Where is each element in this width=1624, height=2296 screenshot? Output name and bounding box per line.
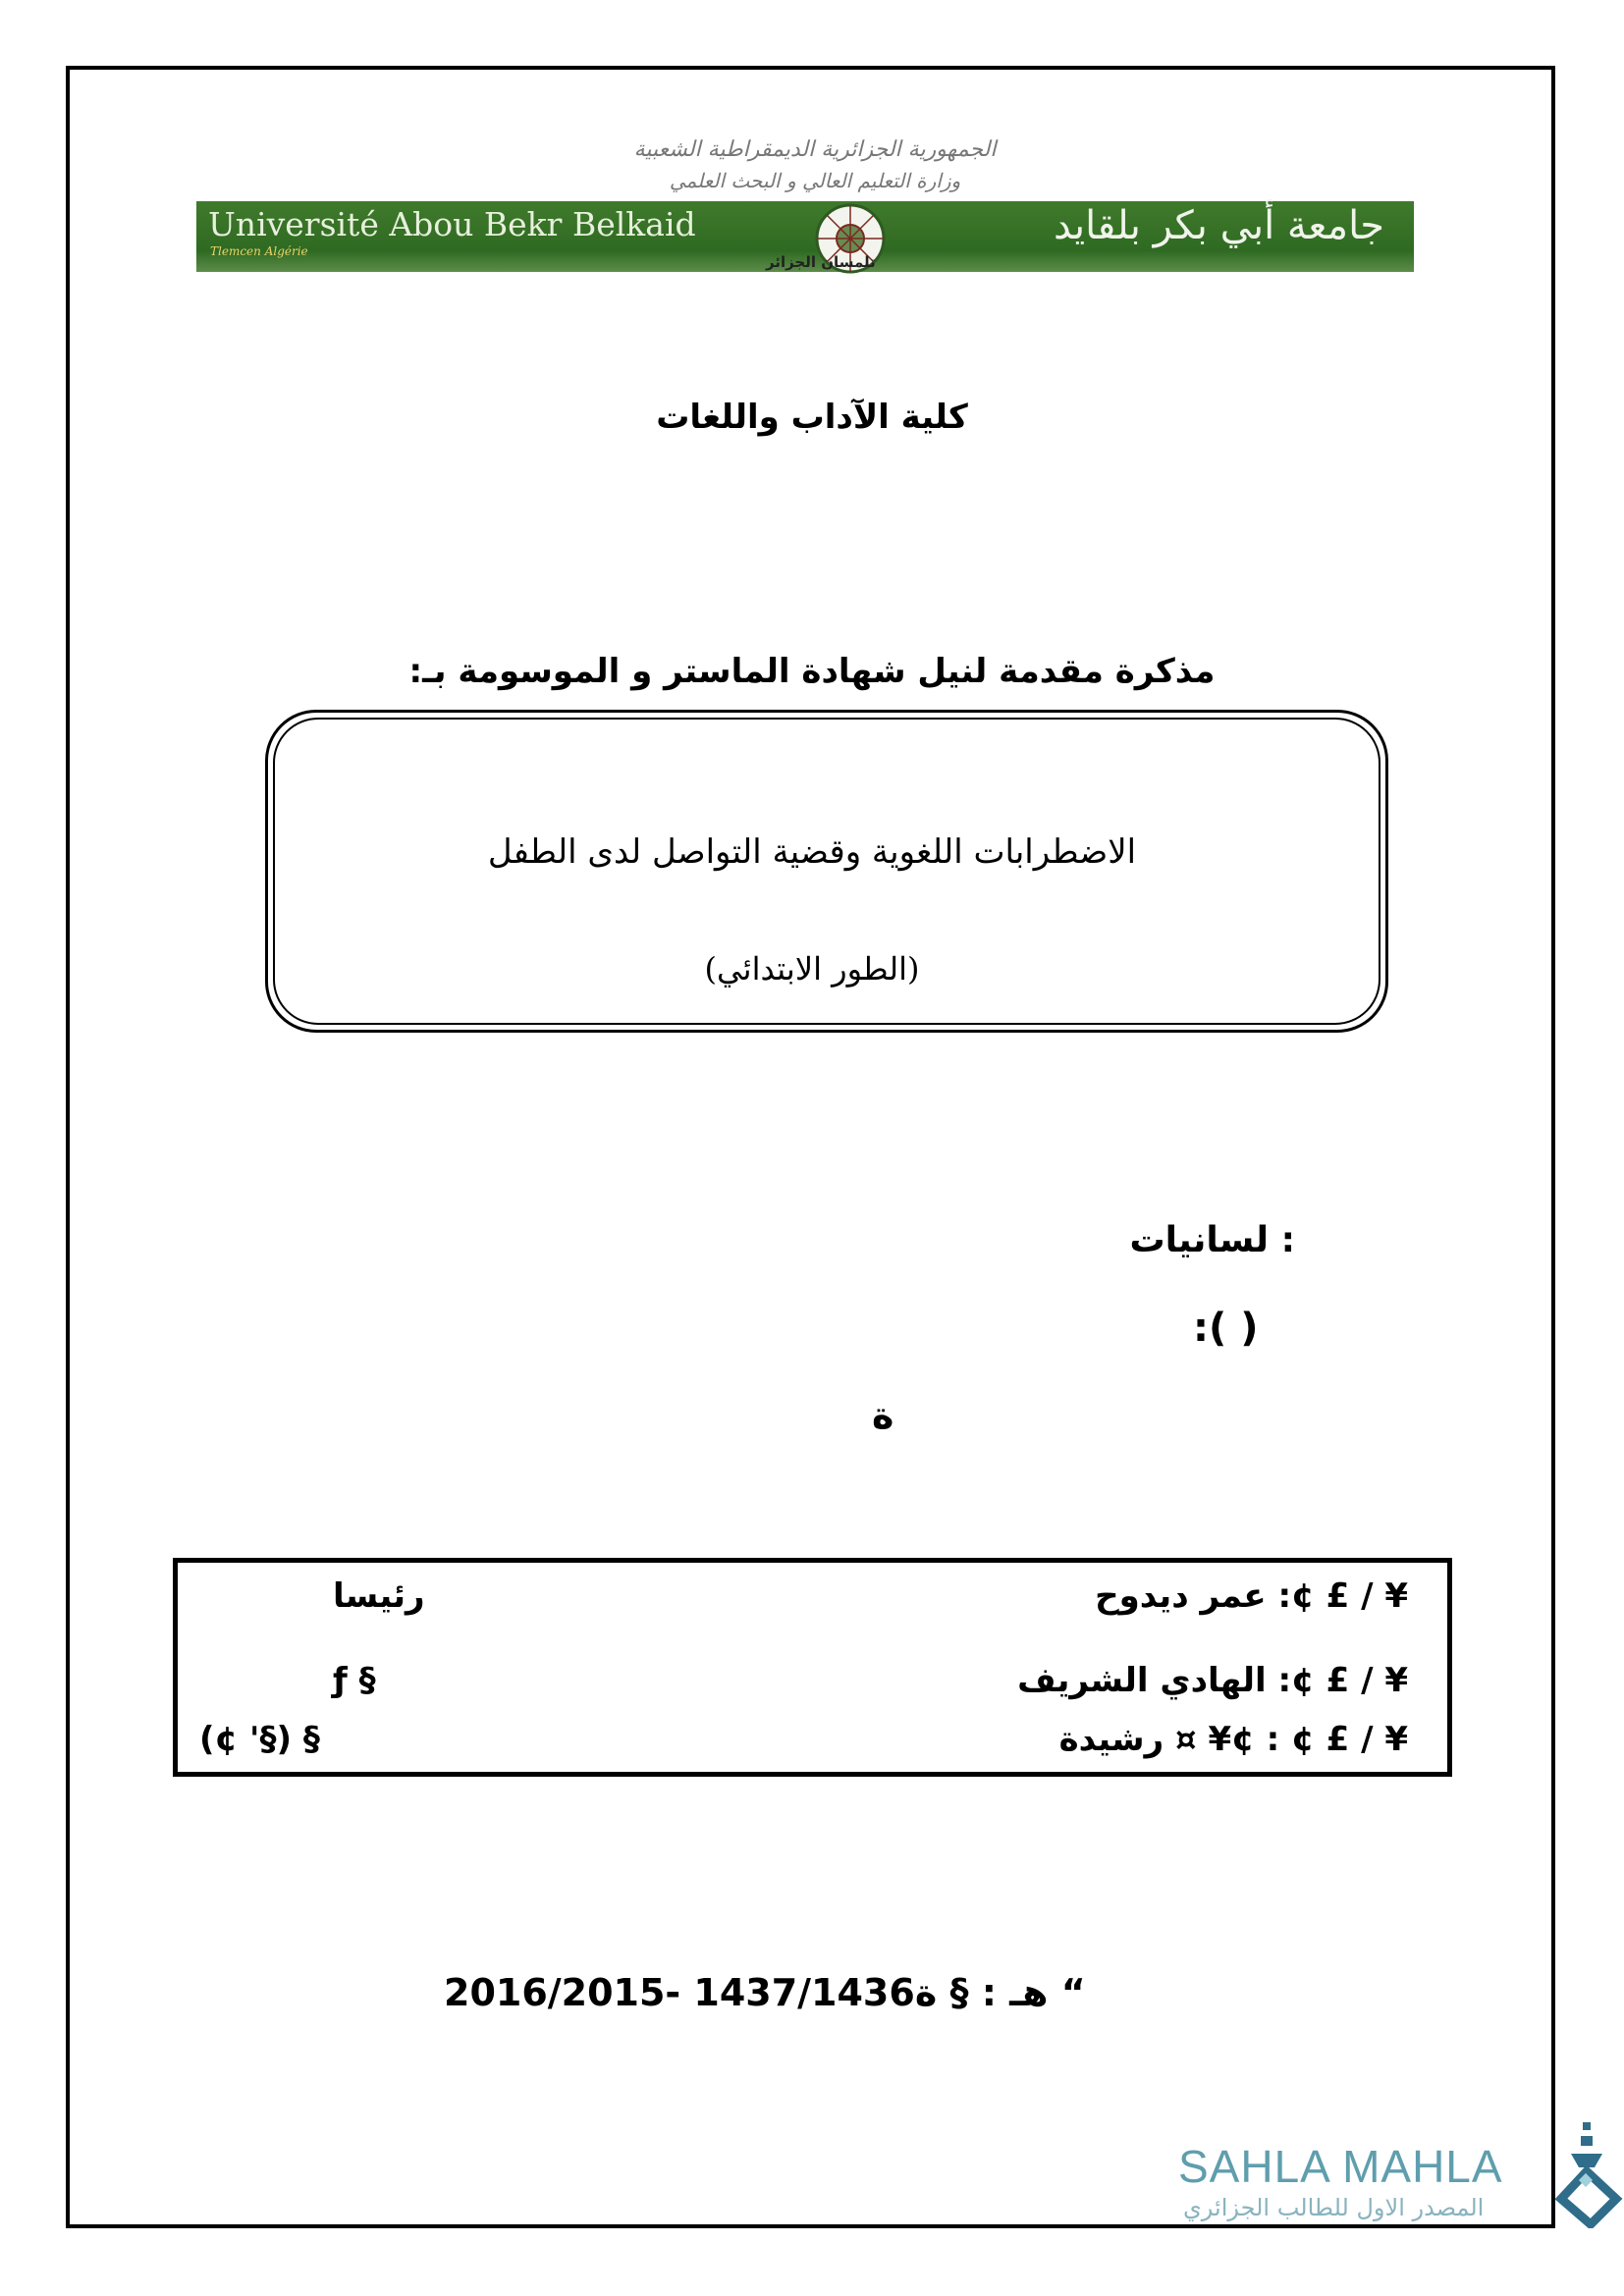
academic-year: 2016/2015- 1437/1436هـ : § ة “ (444, 1971, 1086, 2014)
thesis-intro: مذكرة مقدمة لنيل شهادة الماستر و الموسومة بـ: (408, 652, 1216, 691)
jury-member-role: ƒ § (333, 1661, 376, 1700)
page-border (66, 66, 1555, 2228)
watermark-brand: SAHLA MAHLA (1178, 2141, 1503, 2192)
jury-member-name: الهادي الشريف :¢ £ / ¥ (1017, 1661, 1408, 1700)
specialty-label: : لسانيات (1129, 1220, 1295, 1260)
university-location: Tlemcen Algérie (210, 244, 308, 258)
jury-member-role: (¢ '§) § (199, 1720, 320, 1759)
supervisor-line: :( ) (1193, 1306, 1259, 1351)
watermark-tagline: المصدر الاول للطالب الجزائري (1183, 2194, 1485, 2221)
jury-member-name: عمر ديدوح :¢ £ / ¥ (1095, 1576, 1408, 1616)
university-name-ar: جامعة أبي بكر بلقايد (1053, 203, 1384, 248)
republic-heading: الجمهورية الجزائرية الديمقراطية الشعبية (633, 137, 997, 162)
jury-member-role: رئيسا (333, 1576, 425, 1616)
calligraphy-logo-icon (1551, 2120, 1624, 2228)
university-name-fr: Université Abou Bekr Belkaid (208, 205, 696, 243)
seal-caption: تلمسان الجزائر (766, 253, 876, 271)
jury-member-name: رشيدة ¤ ¥¢ : ¢ £ / ¥ (1058, 1720, 1408, 1759)
ministry-heading: وزارة التعليم العالي و البحث العلمي (669, 169, 961, 192)
faculty-title: كلية الآداب واللغات (656, 398, 968, 437)
jury-table (173, 1558, 1452, 1777)
sahla-mahla-watermark (1178, 2110, 1624, 2228)
thesis-subtitle: (الطور الابتدائي) (704, 950, 920, 988)
glyph-line: ة (872, 1394, 894, 1437)
thesis-title: الاضطرابات اللغوية وقضية التواصل لدى الطفل (487, 832, 1137, 872)
